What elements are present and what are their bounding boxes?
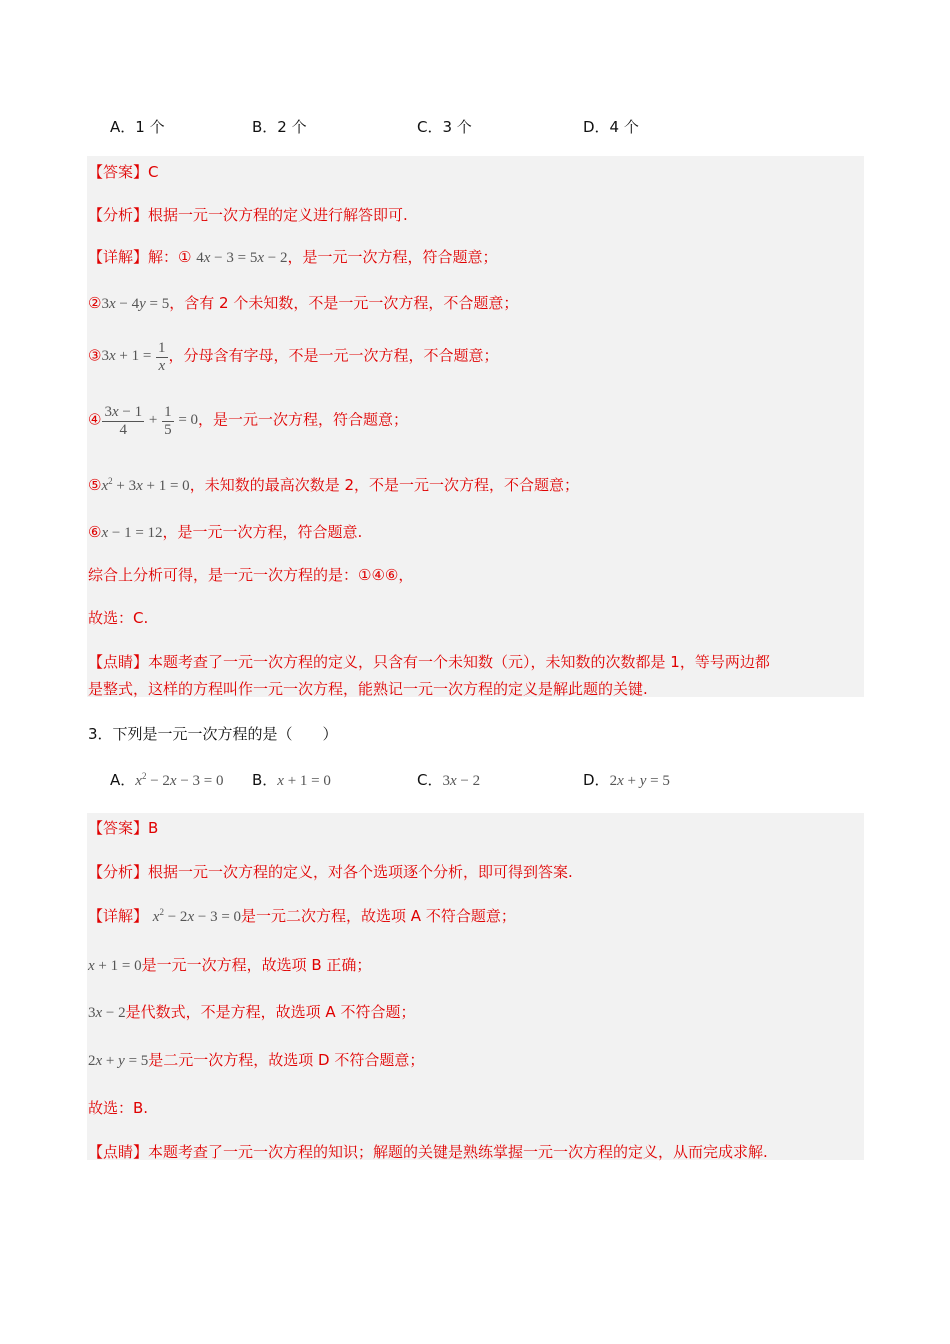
- q2-equation-4: $\frac{3x - 1}{4}$ + $\frac{1}{5}$ = 0: [104, 404, 199, 438]
- q3-detail-label: 【详解】: [88, 907, 149, 925]
- q3-comment: 【点睛】本题考查了一元一次方程的知识；解题的关键是熟练掌握一元一次方程的定义，从而完成求解.: [88, 1143, 768, 1161]
- q2-line-num: ②: [88, 294, 102, 312]
- q2-detail-label: 【详解】解：: [88, 248, 179, 266]
- q3-option-b-label: B．: [252, 771, 278, 789]
- q2-detail-line-5: [88, 474, 579, 495]
- q3-detail-line-2: [88, 954, 371, 975]
- q3-detail-line-3: [88, 1001, 415, 1022]
- q2-equation-5: $x^2 + 3x + 1 = 0$: [101, 476, 190, 494]
- q2-analysis: 【分析】根据一元一次方程的定义进行解答即可.: [88, 206, 408, 224]
- q3-option-d: [583, 769, 670, 790]
- q2-option-a: A．1 个: [110, 118, 165, 136]
- q2-line-text: ，是一元一次方程，符合题意.: [162, 523, 363, 541]
- q3-option-b-expr: x + 1 = 0: [277, 773, 331, 789]
- q3-option-a-label: A．: [110, 771, 136, 789]
- q2-answer: 【答案】C: [88, 163, 159, 181]
- q2-detail-line-6: [88, 521, 362, 542]
- q3-answer: 【答案】B: [88, 819, 159, 837]
- q2-detail-line-3: [88, 340, 499, 374]
- q3-analysis: 【分析】根据一元一次方程的定义，对各个选项逐个分析，即可得到答案.: [88, 863, 573, 881]
- q3-expr-3: 3x − 2: [88, 1005, 126, 1021]
- q2-option-d: D．4 个: [583, 118, 639, 136]
- q3-detail-line-4: [88, 1049, 424, 1070]
- q3-option-d-label: D．: [583, 771, 610, 789]
- q3-expr-1: $x^2 - 2x - 3 = 0$: [152, 907, 242, 925]
- q3-option-d-expr: 2x + y = 5: [609, 773, 670, 789]
- q2-choose: 故选：C.: [88, 609, 149, 627]
- q2-line-num: ⑥: [88, 523, 102, 541]
- q3-choose: 故选：B.: [88, 1099, 149, 1117]
- q2-comment-line-1: 【点睛】本题考查了一元一次方程的定义，只含有一个未知数（元），未知数的次数都是 1，等号两边都: [88, 653, 770, 671]
- q3-stem: 3．下列是一元一次方程的是（ ）: [88, 725, 338, 743]
- q2-line-text: ，含有 2 个未知数，不是一元一次方程，不合题意；: [169, 294, 519, 312]
- q2-detail-line-1: [88, 246, 498, 267]
- q2-line-text: ，分母含有字母，不是一元一次方程，不合题意；: [168, 346, 499, 365]
- q2-line-text: ，是一元一次方程，符合题意；: [287, 248, 498, 266]
- q2-line-num: ④: [88, 410, 102, 429]
- q3-line-text: 是代数式，不是方程，故选项 A 不符合题；: [125, 1003, 416, 1021]
- q2-equation-1: 4x − 3 = 5x − 2: [196, 250, 288, 266]
- q3-option-a: [110, 769, 224, 790]
- q2-line-num: ⑤: [88, 476, 102, 494]
- q3-expr-4: 2x + y = 5: [88, 1053, 149, 1069]
- q3-option-c: [417, 769, 480, 790]
- q3-expr-2: x + 1 = 0: [88, 958, 142, 974]
- q3-option-c-expr: 3x − 2: [442, 773, 481, 789]
- q2-line-text: ，是一元一次方程，符合题意；: [198, 410, 409, 429]
- q3-option-b: [252, 769, 331, 790]
- q2-equation-3: 3x + 1 = $\frac{1}{x}$: [101, 340, 166, 374]
- q2-option-b: B．2 个: [252, 118, 307, 136]
- q3-line-text: 是二元一次方程，故选项 D 不符合题意；: [148, 1051, 425, 1069]
- q2-detail-line-4: [88, 404, 408, 438]
- q2-equation-2: 3x − 4y = 5: [101, 296, 170, 312]
- q3-line-text: 是一元一次方程，故选项 B 正确；: [141, 956, 372, 974]
- q3-detail-line-1: [88, 905, 516, 926]
- q2-detail-line-2: [88, 292, 518, 313]
- q3-line-text: 是一元二次方程，故选项 A 不符合题意；: [241, 907, 516, 925]
- q2-comment-line-2: 是整式，这样的方程叫作一元一次方程，能熟记一元一次方程的定义是解此题的关键.: [88, 680, 648, 698]
- q2-option-c: C．3 个: [417, 118, 472, 136]
- q2-equation-6: x − 1 = 12: [101, 525, 163, 541]
- q3-option-c-label: C．: [417, 771, 443, 789]
- q2-summary: 综合上分析可得，是一元一次方程的是：①④⑥，: [88, 566, 414, 584]
- q2-line-text: ，未知数的最高次数是 2，不是一元一次方程，不合题意；: [189, 476, 580, 494]
- q2-line-num: ①: [178, 248, 192, 266]
- q3-option-a-expr: $x^2 - 2x - 3 = 0$: [135, 771, 224, 789]
- q2-line-num: ③: [88, 346, 102, 365]
